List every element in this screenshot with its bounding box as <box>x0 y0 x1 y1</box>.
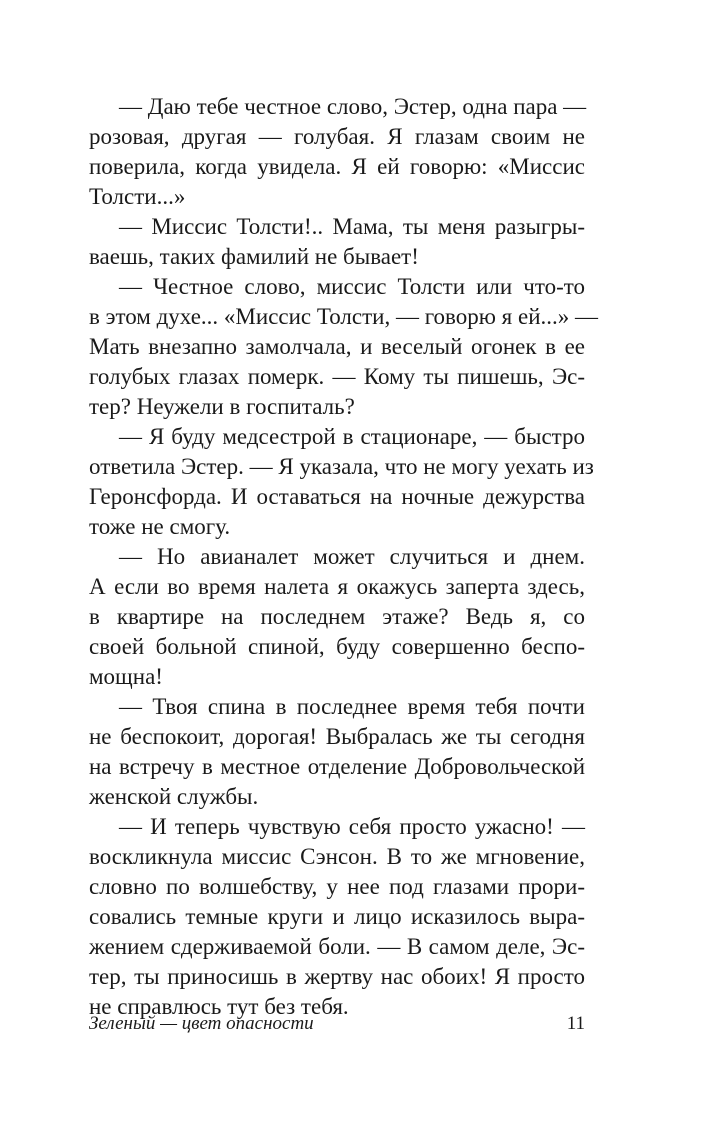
page-number: 11 <box>566 1013 585 1034</box>
text-line: своей больной спиной, буду совершенно беспо- <box>89 634 585 659</box>
text-line: — Честное слово, миссис Толсти или что-то <box>119 274 585 299</box>
text-line: А если во время налета я окажусь заперта здесь, <box>89 574 585 599</box>
text-line: тер? Неужели в госпиталь? <box>89 394 355 419</box>
text-line: голубых глазах померк. — Кому ты пишешь, Эс- <box>89 364 585 389</box>
text-line: воскликнула миссис Сэнсон. В то же мгновение, <box>89 844 585 869</box>
text-line: — И теперь чувствую себя просто ужасно! — <box>119 814 585 839</box>
text-line: жением сдерживаемой боли. — В самом деле, Эс- <box>89 934 585 959</box>
text-line: в этом духе... «Миссис Толсти, — говорю я ей...» — <box>89 304 599 329</box>
text-line: женской службы. <box>89 784 259 809</box>
text-line: совались темные круги и лицо исказилось выра- <box>89 904 585 929</box>
text-line: словно по волшебству, у нее под глазами прори- <box>89 874 585 899</box>
text-line: — Твоя спина в последнее время тебя почти <box>119 694 585 719</box>
text-line: на встречу в местное отделение Добровольческой <box>89 754 585 779</box>
text-line: поверила, когда увидела. Я ей говорю: «Миссис <box>89 154 585 179</box>
text-line: — Но авианалет может случиться и днем. <box>119 544 585 569</box>
text-line: Геронсфорда. И оставаться на ночные дежурства <box>89 484 585 509</box>
text-line: розовая, другая — голубая. Я глазам своим не <box>89 124 585 149</box>
text-line: ответила Эстер. — Я указала, что не могу уехать из <box>89 454 594 479</box>
text-line: ваешь, таких фамилий не бывает! <box>89 244 419 269</box>
text-line: Толсти...» <box>89 184 186 209</box>
text-line: — Миссис Толсти!.. Мама, ты меня разыгры- <box>119 214 585 239</box>
text-line: тоже не смогу. <box>89 514 231 539</box>
text-line: — Я буду медсестрой в стационаре, — быстро <box>119 424 585 449</box>
text-line: в квартире на последнем этаже? Ведь я, со <box>89 604 585 629</box>
text-line: не беспокоит, дорогая! Выбралась же ты сегодня <box>89 724 585 749</box>
text-line: тер, ты приносишь в жертву нас обоих! Я просто <box>89 964 585 989</box>
text-line: не справлюсь тут без тебя. <box>89 994 349 1019</box>
text-line: Мать внезапно замолчала, и веселый огонек в ее <box>89 334 585 359</box>
running-footer-title: Зеленый — цвет опасности <box>89 1013 314 1034</box>
text-line: — Даю тебе честное слово, Эстер, одна пара — <box>119 94 587 119</box>
text-line: мощна! <box>89 664 163 689</box>
